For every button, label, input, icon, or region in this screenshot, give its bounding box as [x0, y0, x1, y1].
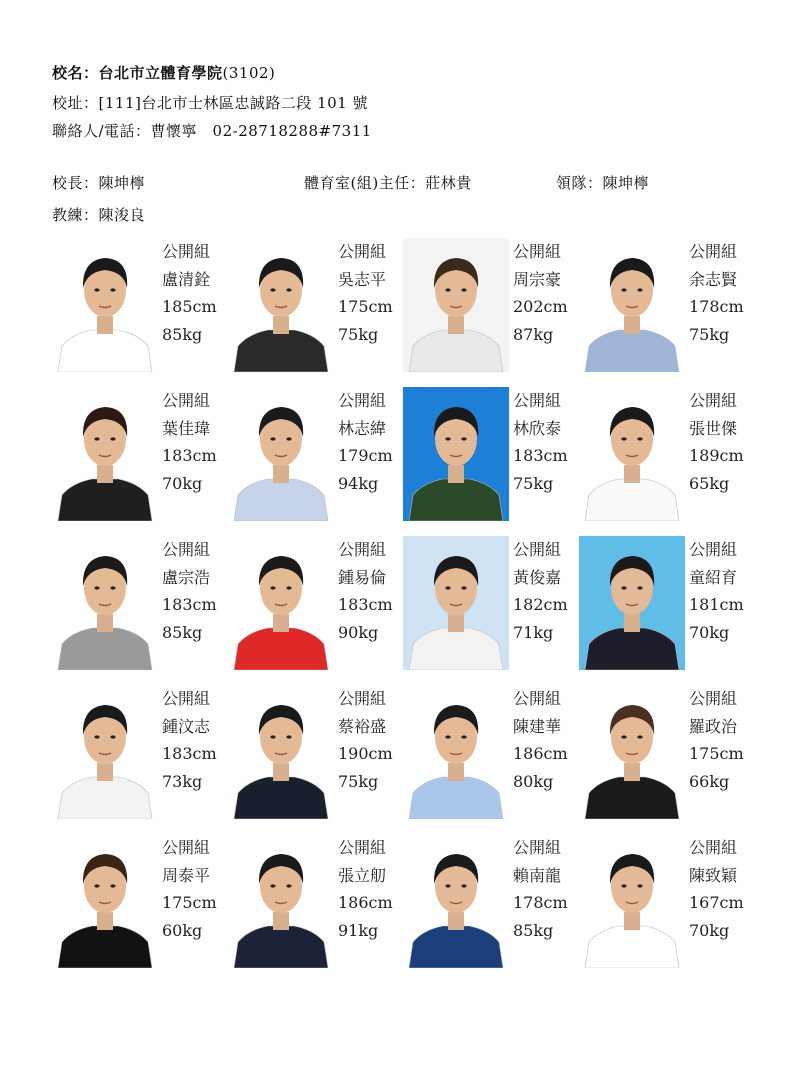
- player-info: [162, 238, 217, 348]
- player-photo: [52, 834, 158, 968]
- player-info: [513, 685, 568, 795]
- player-height: 175cm: [338, 297, 393, 316]
- player-card: [579, 238, 755, 374]
- player-row: [52, 536, 752, 672]
- player-weight: 87kg: [513, 324, 554, 344]
- player-group: 公開組: [689, 540, 738, 559]
- player-group: 公開組: [689, 838, 738, 857]
- player-info: [513, 238, 568, 348]
- player-name: 葉佳瑋: [162, 418, 211, 438]
- player-card: [403, 834, 579, 970]
- player-weight: 73kg: [162, 771, 203, 791]
- player-height: 202cm: [513, 297, 568, 316]
- player-name: 陳致穎: [689, 865, 738, 885]
- player-info: [338, 238, 393, 348]
- player-photo: [403, 536, 509, 670]
- player-weight: 85kg: [162, 622, 203, 642]
- player-row: [52, 834, 752, 970]
- school-name: 台北市立體育學院: [98, 64, 223, 82]
- player-card: [403, 238, 579, 374]
- player-photo: [579, 238, 685, 372]
- player-group: 公開組: [162, 540, 211, 559]
- player-photo: [228, 685, 334, 819]
- player-row: [52, 387, 752, 523]
- player-height: 175cm: [689, 744, 744, 763]
- player-weight: 71kg: [513, 622, 554, 642]
- player-group: 公開組: [689, 689, 738, 708]
- player-height: 190cm: [338, 744, 393, 763]
- player-height: 186cm: [338, 893, 393, 912]
- player-weight: 70kg: [689, 920, 730, 940]
- player-info: [162, 536, 217, 646]
- player-info: [689, 685, 744, 795]
- player-group: 公開組: [513, 838, 562, 857]
- player-photo: [52, 685, 158, 819]
- player-name: 吳志平: [338, 269, 387, 289]
- principal: 校長：陳坤檸: [52, 174, 146, 192]
- player-info: [338, 834, 393, 944]
- player-height: 183cm: [162, 446, 217, 465]
- player-info: [338, 536, 393, 646]
- player-info: [513, 387, 568, 497]
- player-weight: 94kg: [338, 473, 379, 493]
- player-photo: [579, 685, 685, 819]
- player-photo: [403, 685, 509, 819]
- player-height: 182cm: [513, 595, 568, 614]
- player-weight: 65kg: [689, 473, 730, 493]
- school-name-label: 校名：: [52, 64, 99, 82]
- player-card: [403, 536, 579, 672]
- player-photo: [52, 536, 158, 670]
- player-weight: 60kg: [162, 920, 203, 940]
- player-name: 余志賢: [689, 269, 738, 289]
- player-name: 黃俊嘉: [513, 567, 562, 587]
- player-group: 公開組: [513, 689, 562, 708]
- player-height: 183cm: [338, 595, 393, 614]
- player-name: 盧清銓: [162, 269, 211, 289]
- player-group: 公開組: [689, 242, 738, 261]
- player-height: 183cm: [162, 744, 217, 763]
- player-info: [162, 834, 217, 944]
- player-weight: 85kg: [513, 920, 554, 940]
- player-name: 賴南龍: [513, 865, 562, 885]
- player-name: 張立舠: [338, 865, 387, 885]
- player-group: 公開組: [338, 838, 387, 857]
- player-height: 181cm: [689, 595, 744, 614]
- player-height: 183cm: [162, 595, 217, 614]
- player-info: [689, 387, 744, 497]
- player-group: 公開組: [338, 391, 387, 410]
- player-card: [579, 387, 755, 523]
- player-card: [579, 685, 755, 821]
- player-card: [52, 387, 228, 523]
- player-name: 周泰平: [162, 865, 211, 885]
- player-photo: [52, 238, 158, 372]
- pe-director: 體育室(組)主任：莊林貴: [304, 174, 472, 192]
- player-info: [513, 834, 568, 944]
- player-name: 林志緯: [338, 418, 387, 438]
- player-name: 陳建華: [513, 716, 562, 736]
- school-name-line: [52, 62, 275, 83]
- player-weight: 75kg: [338, 324, 379, 344]
- player-name: 盧宗浩: [162, 567, 211, 587]
- player-weight: 75kg: [338, 771, 379, 791]
- player-card: [228, 685, 404, 821]
- player-row: [52, 685, 752, 821]
- player-group: 公開組: [338, 540, 387, 559]
- player-height: 167cm: [689, 893, 744, 912]
- player-info: [513, 536, 568, 646]
- player-name: 張世傑: [689, 418, 738, 438]
- player-card: [52, 685, 228, 821]
- player-photo: [52, 387, 158, 521]
- player-height: 175cm: [162, 893, 217, 912]
- player-card: [52, 238, 228, 374]
- player-height: 178cm: [689, 297, 744, 316]
- player-info: [162, 387, 217, 497]
- player-photo: [579, 387, 685, 521]
- player-card: [403, 387, 579, 523]
- player-photo: [403, 387, 509, 521]
- player-photo: [403, 238, 509, 372]
- player-info: [162, 685, 217, 795]
- player-info: [338, 685, 393, 795]
- player-group: 公開組: [513, 540, 562, 559]
- player-weight: 90kg: [338, 622, 379, 642]
- player-photo: [579, 536, 685, 670]
- player-weight: 70kg: [689, 622, 730, 642]
- player-group: 公開組: [162, 838, 211, 857]
- player-card: [403, 685, 579, 821]
- player-row: [52, 238, 752, 374]
- player-group: 公開組: [513, 391, 562, 410]
- player-card: [579, 536, 755, 672]
- school-code: (3102): [222, 64, 276, 82]
- player-height: 178cm: [513, 893, 568, 912]
- player-photo: [228, 834, 334, 968]
- player-photo: [579, 834, 685, 968]
- player-weight: 85kg: [162, 324, 203, 344]
- player-weight: 91kg: [338, 920, 379, 940]
- player-info: [689, 536, 744, 646]
- player-weight: 75kg: [689, 324, 730, 344]
- player-name: 羅政治: [689, 716, 738, 736]
- player-weight: 66kg: [689, 771, 730, 791]
- player-photo: [403, 834, 509, 968]
- player-group: 公開組: [162, 242, 211, 261]
- player-photo: [228, 387, 334, 521]
- player-name: 鍾汶志: [162, 716, 211, 736]
- player-card: [52, 834, 228, 970]
- player-card: [52, 536, 228, 672]
- team-leader: 領隊：陳坤檸: [556, 174, 650, 192]
- player-height: 183cm: [513, 446, 568, 465]
- player-name: 蔡裕盛: [338, 716, 387, 736]
- player-height: 179cm: [338, 446, 393, 465]
- player-weight: 80kg: [513, 771, 554, 791]
- coach: 教練：陳浚良: [52, 206, 146, 224]
- player-card: [228, 387, 404, 523]
- player-height: 186cm: [513, 744, 568, 763]
- player-card: [228, 536, 404, 672]
- player-group: 公開組: [513, 242, 562, 261]
- player-group: 公開組: [162, 391, 211, 410]
- player-photo: [228, 536, 334, 670]
- player-card: [228, 834, 404, 970]
- player-info: [689, 834, 744, 944]
- school-contact: 聯絡人/電話：曹懷寧 02-28718288#7311: [52, 122, 372, 140]
- player-info: [689, 238, 744, 348]
- player-name: 鍾易倫: [338, 567, 387, 587]
- player-name: 周宗豪: [513, 269, 562, 289]
- player-group: 公開組: [162, 689, 211, 708]
- player-height: 185cm: [162, 297, 217, 316]
- player-photo: [228, 238, 334, 372]
- player-group: 公開組: [338, 242, 387, 261]
- player-group: 公開組: [338, 689, 387, 708]
- school-address: 校址：[111]台北市士林區忠誠路二段 101 號: [52, 94, 369, 112]
- player-group: 公開組: [689, 391, 738, 410]
- player-name: 童紹育: [689, 567, 738, 587]
- player-info: [338, 387, 393, 497]
- player-height: 189cm: [689, 446, 744, 465]
- player-card: [579, 834, 755, 970]
- player-weight: 75kg: [513, 473, 554, 493]
- player-name: 林欣泰: [513, 418, 562, 438]
- player-card: [228, 238, 404, 374]
- player-weight: 70kg: [162, 473, 203, 493]
